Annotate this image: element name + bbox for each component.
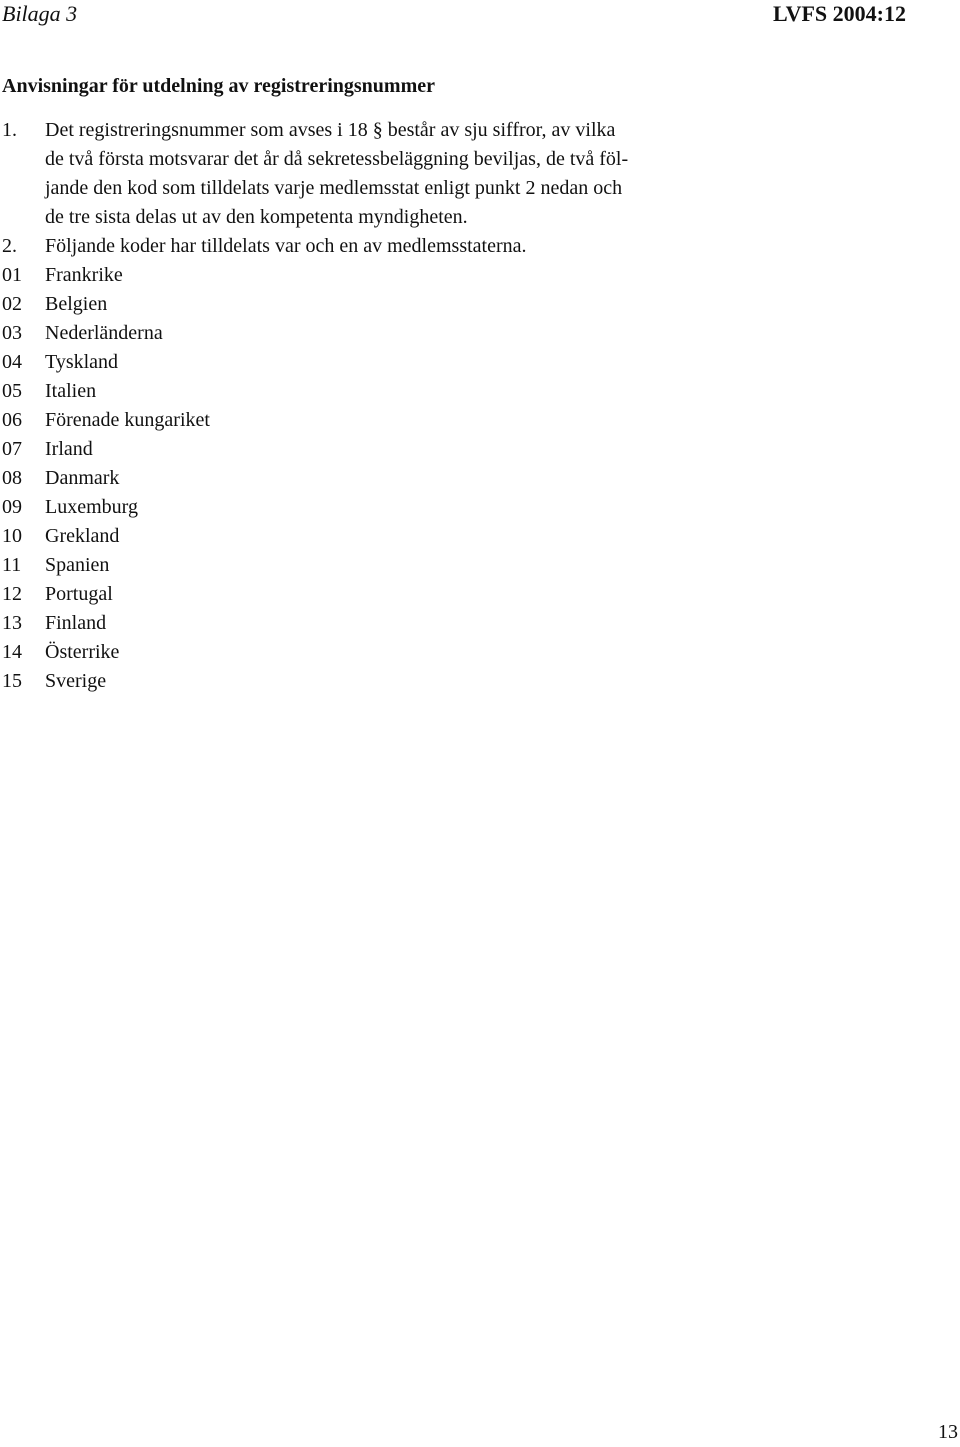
country-name: Portugal [45, 583, 113, 605]
country-code: 13 [2, 612, 22, 634]
list-item [2, 609, 902, 638]
country-code: 05 [2, 380, 22, 402]
paragraph-number: 2. [2, 235, 17, 257]
country-name: Frankrike [45, 264, 123, 286]
list-item [2, 464, 902, 493]
country-code: 06 [2, 409, 22, 431]
paragraph-line: de två första motsvarar det år då sekretessbeläggning beviljas, de två föl- [45, 148, 629, 170]
list-item [2, 377, 902, 406]
paragraph-line: Följande koder har tilldelats var och en av medlemsstaterna. [45, 235, 527, 257]
list-item [2, 493, 902, 522]
header-appendix-label: Bilaga 3 [2, 1, 78, 26]
list-item [2, 290, 902, 319]
country-code: 07 [2, 438, 22, 460]
paragraph-number: 1. [2, 119, 17, 141]
paragraph-2 [2, 232, 902, 261]
list-item [2, 319, 902, 348]
country-code: 01 [2, 264, 22, 286]
country-name: Nederländerna [45, 322, 163, 344]
paragraph-1 [2, 116, 902, 232]
country-code: 02 [2, 293, 22, 315]
country-name: Förenade kungariket [45, 409, 210, 431]
country-code: 04 [2, 351, 22, 373]
country-name: Sverige [45, 670, 107, 692]
paragraph-line: jande den kod som tilldelats varje medlemsstat enligt punkt 2 nedan och [45, 177, 623, 199]
country-code: 10 [2, 525, 22, 547]
list-item [2, 522, 902, 551]
country-code: 11 [2, 554, 22, 576]
country-name: Finland [45, 612, 107, 634]
country-code-list [2, 261, 902, 696]
list-item [2, 551, 902, 580]
country-code: 14 [2, 641, 22, 663]
country-name: Irland [45, 438, 93, 460]
list-item [2, 348, 902, 377]
document-title: Anvisningar för utdelning av registreringsnummer [2, 75, 435, 97]
list-item [2, 638, 902, 667]
country-code: 12 [2, 583, 22, 605]
page-header [0, 0, 960, 30]
country-name: Italien [45, 380, 97, 402]
paragraph-line: Det registreringsnummer som avses i 18 § består av sju siffror, av vilka [45, 119, 616, 141]
header-document-id: LVFS 2004:12 [772, 1, 906, 26]
list-item [2, 667, 902, 696]
country-name: Luxemburg [45, 496, 138, 518]
country-name: Belgien [45, 293, 108, 315]
page-number: 13 [938, 1421, 958, 1443]
country-name: Tyskland [45, 351, 119, 373]
list-item [2, 435, 902, 464]
list-item [2, 580, 902, 609]
paragraph-line: de tre sista delas ut av den kompetenta myndigheten. [45, 206, 468, 228]
list-item [2, 406, 902, 435]
country-code: 03 [2, 322, 22, 344]
country-code: 15 [2, 670, 22, 692]
country-name: Österrike [45, 641, 120, 663]
country-code: 08 [2, 467, 22, 489]
list-item [2, 261, 902, 290]
country-code: 09 [2, 496, 22, 518]
document-body [2, 116, 902, 696]
country-name: Spanien [45, 554, 110, 576]
country-name: Grekland [45, 525, 120, 547]
country-name: Danmark [45, 467, 120, 489]
